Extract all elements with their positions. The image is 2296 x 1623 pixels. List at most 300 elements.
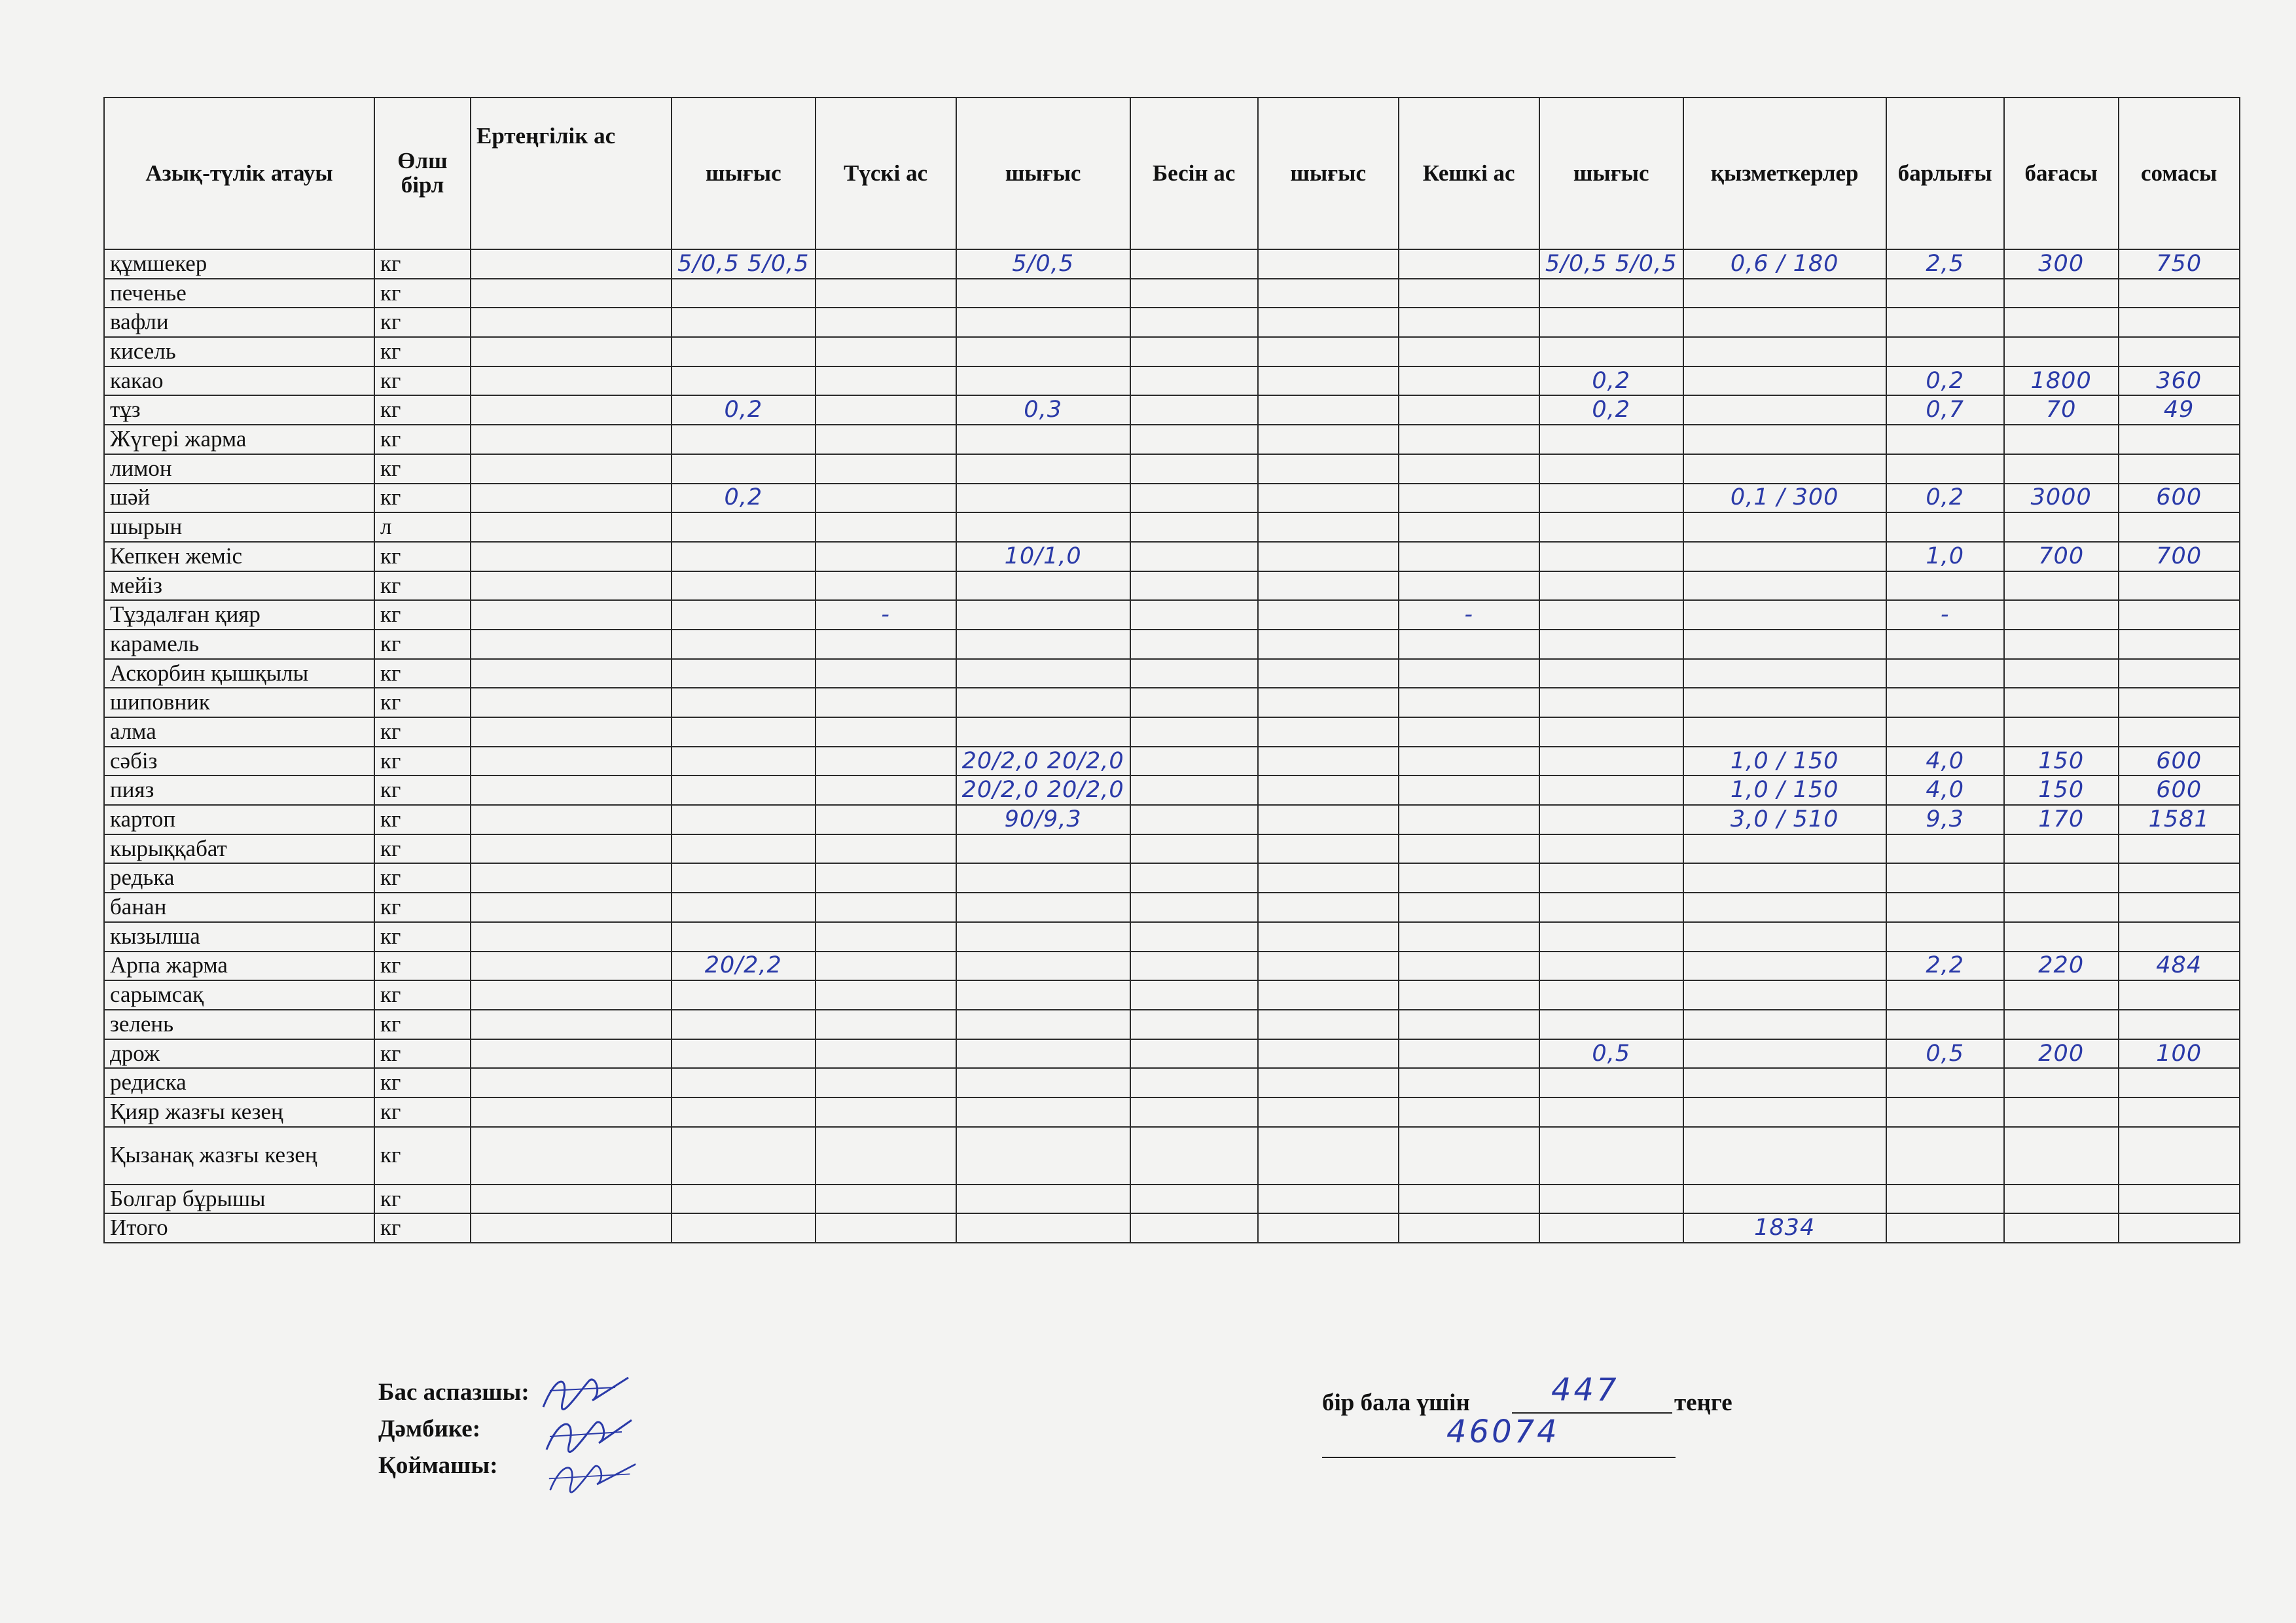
cell-breakfast <box>471 454 672 484</box>
table-row <box>104 717 2240 747</box>
cell-exp4 <box>1539 863 1683 893</box>
cell-snack <box>1130 952 1258 981</box>
cell-snack <box>1130 863 1258 893</box>
cell-snack <box>1130 1213 1258 1243</box>
cell-sum: 750 <box>2119 249 2240 279</box>
header-expense-1: шығыс <box>672 98 816 249</box>
cell-price: 150 <box>2004 776 2119 805</box>
cell-exp3 <box>1258 893 1399 922</box>
cell-price <box>2004 980 2119 1010</box>
cell-lunch <box>816 454 956 484</box>
cell-product-name: банан <box>104 893 374 922</box>
cell-exp1 <box>672 1213 816 1243</box>
cell-lunch <box>816 249 956 279</box>
table-row <box>104 805 2240 834</box>
cell-total <box>1886 893 2004 922</box>
cell-lunch <box>816 366 956 396</box>
cell-exp4 <box>1539 454 1683 484</box>
cell-lunch <box>816 484 956 513</box>
cell-price: 220 <box>2004 952 2119 981</box>
cell-unit: кг <box>374 1185 471 1214</box>
cell-dinner <box>1399 834 1539 864</box>
cell-sum <box>2119 600 2240 630</box>
cell-total <box>1886 863 2004 893</box>
cell-total <box>1886 1213 2004 1243</box>
cell-total <box>1886 512 2004 542</box>
cell-product-name: Итого <box>104 1213 374 1243</box>
cell-product-name: Арпа жарма <box>104 952 374 981</box>
cell-sum <box>2119 279 2240 308</box>
cell-staff <box>1683 395 1886 425</box>
storekeeper-signature <box>543 1440 641 1512</box>
cell-exp1 <box>672 776 816 805</box>
cell-dinner <box>1399 747 1539 776</box>
cell-unit: кг <box>374 571 471 601</box>
cell-exp2 <box>956 688 1130 717</box>
cell-exp3 <box>1258 1068 1399 1097</box>
cell-exp3 <box>1258 512 1399 542</box>
cell-exp2 <box>956 834 1130 864</box>
cell-breakfast <box>471 893 672 922</box>
cell-lunch: - <box>816 600 956 630</box>
cell-product-name: печенье <box>104 279 374 308</box>
cell-exp1 <box>672 279 816 308</box>
cell-price <box>2004 454 2119 484</box>
cell-lunch <box>816 717 956 747</box>
cell-dinner <box>1399 805 1539 834</box>
table-row <box>104 952 2240 981</box>
cell-sum <box>2119 1068 2240 1097</box>
table-row <box>104 512 2240 542</box>
table-row <box>104 659 2240 688</box>
cell-unit: кг <box>374 279 471 308</box>
cell-unit: кг <box>374 688 471 717</box>
cell-exp3 <box>1258 542 1399 571</box>
cell-breakfast <box>471 688 672 717</box>
cell-total <box>1886 717 2004 747</box>
cell-snack <box>1130 1068 1258 1097</box>
cell-exp2: 10/1,0 <box>956 542 1130 571</box>
cell-exp3 <box>1258 484 1399 513</box>
cell-dinner <box>1399 922 1539 952</box>
cell-price <box>2004 659 2119 688</box>
cell-breakfast <box>471 571 672 601</box>
table-row <box>104 454 2240 484</box>
cell-product-name: сарымсақ <box>104 980 374 1010</box>
cell-unit: кг <box>374 366 471 396</box>
cell-exp3 <box>1258 1213 1399 1243</box>
cell-exp2 <box>956 1068 1130 1097</box>
cell-exp4 <box>1539 717 1683 747</box>
table-row <box>104 1010 2240 1039</box>
table-row <box>104 922 2240 952</box>
cell-snack <box>1130 308 1258 337</box>
cell-exp4 <box>1539 688 1683 717</box>
cell-staff <box>1683 1185 1886 1214</box>
cell-breakfast <box>471 630 672 659</box>
cell-unit: кг <box>374 776 471 805</box>
cell-total: 0,2 <box>1886 366 2004 396</box>
cell-total: 1,0 <box>1886 542 2004 571</box>
cell-product-name: Кепкен жеміс <box>104 542 374 571</box>
cell-exp3 <box>1258 659 1399 688</box>
cell-exp4 <box>1539 1185 1683 1214</box>
cell-unit: кг <box>374 747 471 776</box>
cell-exp3 <box>1258 863 1399 893</box>
cell-exp2 <box>956 454 1130 484</box>
cell-unit: кг <box>374 893 471 922</box>
cell-snack <box>1130 425 1258 454</box>
cell-breakfast <box>471 600 672 630</box>
cell-total: 4,0 <box>1886 776 2004 805</box>
cell-snack <box>1130 805 1258 834</box>
cell-lunch <box>816 512 956 542</box>
table-row <box>104 893 2240 922</box>
cell-exp2 <box>956 484 1130 513</box>
header-breakfast: Ертеңгілік ас <box>471 98 672 249</box>
cell-exp4: 0,5 <box>1539 1039 1683 1069</box>
cell-exp3 <box>1258 395 1399 425</box>
cell-unit: кг <box>374 805 471 834</box>
cell-lunch <box>816 337 956 366</box>
cell-product-name: шәй <box>104 484 374 513</box>
cell-lunch <box>816 630 956 659</box>
cell-snack <box>1130 337 1258 366</box>
cell-sum <box>2119 454 2240 484</box>
cell-dinner <box>1399 308 1539 337</box>
cell-exp2 <box>956 922 1130 952</box>
cell-exp4 <box>1539 1068 1683 1097</box>
cell-dinner <box>1399 1097 1539 1127</box>
cell-exp2: 90/9,3 <box>956 805 1130 834</box>
cell-breakfast <box>471 952 672 981</box>
cell-product-name: какао <box>104 366 374 396</box>
cell-dinner <box>1399 980 1539 1010</box>
cell-product-name: картоп <box>104 805 374 834</box>
cell-product-name: редиска <box>104 1068 374 1097</box>
cell-dinner <box>1399 630 1539 659</box>
cell-exp3 <box>1258 366 1399 396</box>
cell-exp1 <box>672 980 816 1010</box>
cell-lunch <box>816 805 956 834</box>
cell-product-name: Жүгері жарма <box>104 425 374 454</box>
cell-unit: кг <box>374 1010 471 1039</box>
cell-sum <box>2119 893 2240 922</box>
cell-exp3 <box>1258 717 1399 747</box>
cell-exp4 <box>1539 893 1683 922</box>
cell-dinner <box>1399 1127 1539 1185</box>
cell-total: - <box>1886 600 2004 630</box>
storekeeper-label: Қоймашы: <box>378 1452 498 1479</box>
cell-snack <box>1130 776 1258 805</box>
cell-price <box>2004 688 2119 717</box>
cell-exp2 <box>956 366 1130 396</box>
cell-exp2 <box>956 630 1130 659</box>
cell-exp4: 5/0,5 5/0,5 <box>1539 249 1683 279</box>
cell-snack <box>1130 747 1258 776</box>
cell-exp2 <box>956 337 1130 366</box>
cell-exp2: 0,3 <box>956 395 1130 425</box>
cell-snack <box>1130 1097 1258 1127</box>
cell-exp4 <box>1539 337 1683 366</box>
cell-breakfast <box>471 366 672 396</box>
header-sum: сомасы <box>2119 98 2240 249</box>
cell-unit: кг <box>374 659 471 688</box>
cell-exp1 <box>672 366 816 396</box>
cell-exp1 <box>672 659 816 688</box>
cell-exp4 <box>1539 805 1683 834</box>
cell-breakfast <box>471 922 672 952</box>
cell-sum <box>2119 571 2240 601</box>
cell-sum: 484 <box>2119 952 2240 981</box>
cell-product-name: мейіз <box>104 571 374 601</box>
cell-lunch <box>816 542 956 571</box>
cell-price <box>2004 1010 2119 1039</box>
cell-staff <box>1683 308 1886 337</box>
cell-sum <box>2119 308 2240 337</box>
cell-exp2 <box>956 1039 1130 1069</box>
cell-exp3 <box>1258 425 1399 454</box>
cell-total <box>1886 834 2004 864</box>
cell-breakfast <box>471 805 672 834</box>
table-row <box>104 600 2240 630</box>
cell-exp1 <box>672 893 816 922</box>
cell-exp2 <box>956 571 1130 601</box>
cell-price: 300 <box>2004 249 2119 279</box>
table-row <box>104 747 2240 776</box>
cell-unit: кг <box>374 980 471 1010</box>
cell-exp2 <box>956 308 1130 337</box>
cell-exp1 <box>672 922 816 952</box>
cell-dinner <box>1399 717 1539 747</box>
cell-snack <box>1130 922 1258 952</box>
table-header-row <box>104 98 2240 249</box>
cell-staff: 1,0 / 150 <box>1683 776 1886 805</box>
cell-staff: 1834 <box>1683 1213 1886 1243</box>
cell-staff: 3,0 / 510 <box>1683 805 1886 834</box>
cell-exp2 <box>956 1010 1130 1039</box>
cell-dinner <box>1399 952 1539 981</box>
cell-dinner <box>1399 395 1539 425</box>
cell-total: 2,5 <box>1886 249 2004 279</box>
cell-product-name: шиповник <box>104 688 374 717</box>
cell-exp4: 0,2 <box>1539 395 1683 425</box>
cell-dinner <box>1399 893 1539 922</box>
cell-total <box>1886 308 2004 337</box>
per-child-amount: 447 <box>1551 1372 1619 1408</box>
cell-staff <box>1683 980 1886 1010</box>
cell-lunch <box>816 1068 956 1097</box>
cell-sum <box>2119 1213 2240 1243</box>
cell-lunch <box>816 659 956 688</box>
cell-exp4 <box>1539 630 1683 659</box>
cell-exp1 <box>672 1097 816 1127</box>
cell-product-name: кисель <box>104 337 374 366</box>
cell-staff <box>1683 279 1886 308</box>
cell-staff <box>1683 425 1886 454</box>
cell-unit: кг <box>374 1039 471 1069</box>
cell-product-name: Қызанақ жазғы кезең <box>104 1127 374 1185</box>
cell-snack <box>1130 630 1258 659</box>
cell-breakfast <box>471 717 672 747</box>
cell-total <box>1886 1185 2004 1214</box>
cell-product-name: зелень <box>104 1010 374 1039</box>
cell-exp2 <box>956 1127 1130 1185</box>
cell-snack <box>1130 659 1258 688</box>
cell-dinner <box>1399 425 1539 454</box>
cell-sum <box>2119 337 2240 366</box>
chef-label: Бас аспазшы: <box>378 1379 529 1406</box>
cell-exp2 <box>956 425 1130 454</box>
table-row <box>104 1127 2240 1185</box>
cell-exp4 <box>1539 542 1683 571</box>
cell-staff <box>1683 1097 1886 1127</box>
cell-price <box>2004 1127 2119 1185</box>
cell-snack <box>1130 688 1258 717</box>
cell-product-name: кырыққабат <box>104 834 374 864</box>
cell-staff <box>1683 1068 1886 1097</box>
cell-price: 170 <box>2004 805 2119 834</box>
cell-lunch <box>816 1127 956 1185</box>
table-row <box>104 1185 2240 1214</box>
cell-product-name: Тұздалған қияр <box>104 600 374 630</box>
cell-snack <box>1130 834 1258 864</box>
cell-product-name: пияз <box>104 776 374 805</box>
cell-unit: кг <box>374 863 471 893</box>
cell-sum <box>2119 512 2240 542</box>
cell-sum <box>2119 1185 2240 1214</box>
cell-product-name: Аскорбин қышқылы <box>104 659 374 688</box>
cell-lunch <box>816 776 956 805</box>
cell-staff <box>1683 1010 1886 1039</box>
cell-price <box>2004 425 2119 454</box>
cell-lunch <box>816 952 956 981</box>
cell-staff <box>1683 688 1886 717</box>
cell-sum <box>2119 1127 2240 1185</box>
cell-exp3 <box>1258 1185 1399 1214</box>
cell-exp3 <box>1258 980 1399 1010</box>
total-amount: 46074 <box>1446 1414 1560 1450</box>
cell-lunch <box>816 863 956 893</box>
per-child-suffix: теңге <box>1674 1389 1732 1416</box>
cell-product-name: редька <box>104 863 374 893</box>
table-row <box>104 1213 2240 1243</box>
cell-exp4 <box>1539 571 1683 601</box>
cell-dinner <box>1399 776 1539 805</box>
cell-exp3 <box>1258 1010 1399 1039</box>
cell-sum: 600 <box>2119 484 2240 513</box>
cell-exp1 <box>672 834 816 864</box>
cell-staff <box>1683 952 1886 981</box>
cell-lunch <box>816 834 956 864</box>
header-expense-4: шығыс <box>1539 98 1683 249</box>
cell-lunch <box>816 1039 956 1069</box>
cell-dinner <box>1399 542 1539 571</box>
cook-label: Дәмбике: <box>378 1416 481 1442</box>
cell-exp4 <box>1539 1213 1683 1243</box>
cell-exp3 <box>1258 922 1399 952</box>
cell-product-name: лимон <box>104 454 374 484</box>
cell-exp3 <box>1258 747 1399 776</box>
table-row <box>104 1068 2240 1097</box>
table-row <box>104 571 2240 601</box>
cell-dinner <box>1399 484 1539 513</box>
cell-product-name: Қияр жазғы кезең <box>104 1097 374 1127</box>
cell-sum <box>2119 688 2240 717</box>
cell-total: 0,2 <box>1886 484 2004 513</box>
cell-exp1 <box>672 542 816 571</box>
table-row <box>104 1097 2240 1127</box>
cell-total <box>1886 571 2004 601</box>
cell-dinner <box>1399 659 1539 688</box>
cell-lunch <box>816 308 956 337</box>
cell-breakfast <box>471 834 672 864</box>
cell-exp3 <box>1258 279 1399 308</box>
cell-exp3 <box>1258 454 1399 484</box>
cell-unit: кг <box>374 484 471 513</box>
cell-lunch <box>816 893 956 922</box>
cell-total: 0,7 <box>1886 395 2004 425</box>
cell-snack <box>1130 542 1258 571</box>
table-row <box>104 249 2240 279</box>
cell-price: 1800 <box>2004 366 2119 396</box>
cell-breakfast <box>471 249 672 279</box>
cell-snack <box>1130 1039 1258 1069</box>
cell-lunch <box>816 279 956 308</box>
header-expense-3: шығыс <box>1258 98 1399 249</box>
cell-sum: 600 <box>2119 776 2240 805</box>
cell-unit: кг <box>374 834 471 864</box>
cell-exp2 <box>956 279 1130 308</box>
cell-sum <box>2119 922 2240 952</box>
cell-snack <box>1130 717 1258 747</box>
cell-staff <box>1683 600 1886 630</box>
cell-exp4 <box>1539 922 1683 952</box>
cell-staff <box>1683 366 1886 396</box>
cell-staff <box>1683 542 1886 571</box>
cell-total <box>1886 1068 2004 1097</box>
cell-price <box>2004 571 2119 601</box>
cell-total <box>1886 1010 2004 1039</box>
cell-staff <box>1683 717 1886 747</box>
cell-product-name: құмшекер <box>104 249 374 279</box>
cell-total <box>1886 1097 2004 1127</box>
cell-breakfast <box>471 542 672 571</box>
table-row <box>104 542 2240 571</box>
cell-price <box>2004 1213 2119 1243</box>
cell-total: 9,3 <box>1886 805 2004 834</box>
header-price: бағасы <box>2004 98 2119 249</box>
cell-snack <box>1130 1127 1258 1185</box>
cell-exp4 <box>1539 776 1683 805</box>
cell-total <box>1886 630 2004 659</box>
cell-exp2 <box>956 600 1130 630</box>
cell-exp4 <box>1539 952 1683 981</box>
cell-unit: кг <box>374 1127 471 1185</box>
table-row <box>104 630 2240 659</box>
cell-lunch <box>816 1185 956 1214</box>
cell-exp3 <box>1258 805 1399 834</box>
cell-exp3 <box>1258 834 1399 864</box>
cell-lunch <box>816 1213 956 1243</box>
cell-staff <box>1683 454 1886 484</box>
cell-exp4 <box>1539 1127 1683 1185</box>
cell-exp1 <box>672 308 816 337</box>
cell-product-name: алма <box>104 717 374 747</box>
cell-exp4: 0,2 <box>1539 366 1683 396</box>
cell-price <box>2004 630 2119 659</box>
cell-staff <box>1683 571 1886 601</box>
